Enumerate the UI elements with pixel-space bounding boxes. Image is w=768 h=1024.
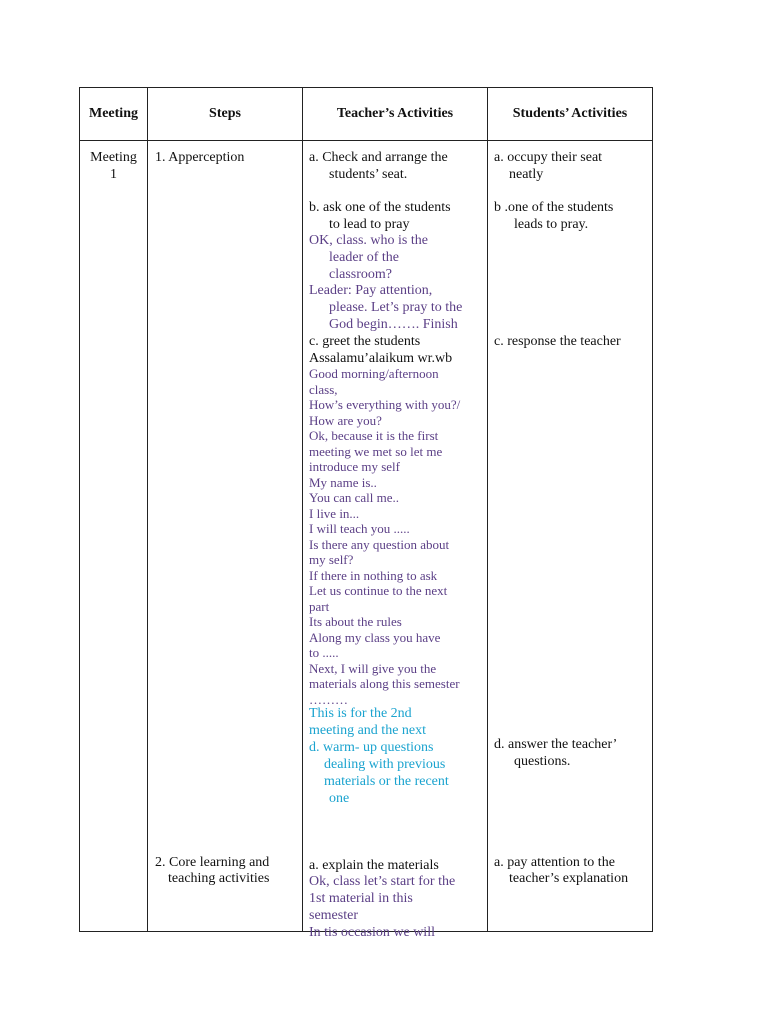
- teacher-d-line4: one: [329, 791, 350, 806]
- meeting-label: Meeting: [90, 150, 137, 165]
- students-d-line2: questions.: [514, 754, 571, 769]
- teacher-greet-line: Its about the rules: [309, 614, 402, 629]
- students-d-line1: d. answer the teacher’: [494, 737, 618, 752]
- teacher-b-line1: b. ask one of the students: [309, 200, 451, 215]
- students-core-line1: a. pay attention to the: [494, 855, 615, 870]
- teacher-leader-line3: God begin……. Finish: [329, 317, 458, 332]
- teacher-greet-line: introduce my self: [309, 459, 400, 474]
- teacher-core-a: a. explain the materials: [309, 858, 439, 873]
- students-a-line1: a. occupy their seat: [494, 150, 603, 165]
- teacher-d-line2: dealing with previous: [324, 757, 446, 772]
- teacher-ok-line1: OK, class. who is the: [309, 233, 428, 248]
- teacher-leader-line1: Leader: Pay attention,: [309, 283, 433, 298]
- teacher-greet-line: You can call me..: [309, 490, 400, 505]
- teacher-greet-line: Next, I will give you the: [309, 660, 437, 676]
- teacher-greet-line: ………: [309, 691, 348, 707]
- lesson-plan-table: [79, 87, 653, 940]
- teacher-a-line2: students’ seat.: [329, 167, 408, 182]
- teacher-greet-line: Is there any question about: [309, 536, 450, 552]
- teacher-greet-line: How’s everything with you?/: [309, 397, 461, 412]
- header-students-activities: Students’ Activities: [488, 88, 653, 141]
- teacher-greet-line: to .....: [309, 645, 339, 660]
- steps-cell: [148, 141, 303, 932]
- step-core-learning: 2. Core learning and: [155, 855, 270, 870]
- step-core-learning-cont: teaching activities: [168, 871, 270, 886]
- teacher-greet-line: I will teach you .....: [309, 521, 410, 536]
- teacher-second-meeting-line1: This is for the 2nd: [309, 706, 412, 721]
- teacher-core-line: semester: [309, 908, 358, 923]
- students-a-line2: neatly: [509, 167, 544, 182]
- students-activities-cell: [488, 141, 653, 932]
- teacher-greet-line: class,: [309, 381, 338, 397]
- meeting-cell: [80, 141, 148, 932]
- meeting-number: 1: [110, 167, 117, 182]
- teacher-greet-line: materials along this semester: [309, 676, 460, 691]
- teacher-greet-line: Along my class you have: [309, 629, 441, 645]
- teacher-core-line: 1st material in this: [309, 891, 413, 906]
- teacher-greet-line: part: [309, 598, 330, 614]
- students-b-line1: b .one of the students: [494, 200, 614, 215]
- teacher-c-line2: Assalamu’alaikum wr.wb: [309, 351, 453, 366]
- teacher-d-line1: d. warm- up questions: [309, 740, 434, 755]
- teacher-leader-line2: please. Let’s pray to the: [329, 300, 463, 315]
- teacher-greet-line: my self?: [309, 552, 354, 567]
- teacher-greet-line: meeting we met so let me: [309, 443, 443, 459]
- teacher-greet-line: I live in...: [309, 505, 360, 521]
- header-teacher-activities: Teacher’s Activities: [303, 88, 488, 141]
- teacher-a-line1: a. Check and arrange the: [309, 150, 448, 165]
- teacher-b-line2: to lead to pray: [329, 217, 410, 232]
- meeting-row: [80, 141, 653, 932]
- teacher-second-meeting-line2: meeting and the next: [309, 723, 427, 738]
- header-row: [80, 88, 653, 141]
- teacher-greet-line: Good morning/afternoon: [309, 366, 439, 381]
- teacher-ok-line2: leader of the: [329, 250, 399, 265]
- students-c-line1: c. response the teacher: [494, 334, 621, 349]
- teacher-activities-cell: [303, 141, 488, 940]
- teacher-core-line: In tis occasion we will: [309, 925, 435, 940]
- teacher-greet-line: How are you?: [309, 412, 382, 428]
- header-meeting: Meeting: [80, 88, 148, 141]
- students-b-line2: leads to pray.: [514, 217, 589, 232]
- teacher-greet-line: Ok, because it is the first: [309, 428, 439, 443]
- step-apperception: 1. Apperception: [155, 150, 245, 165]
- teacher-d-line3: materials or the recent: [324, 774, 449, 789]
- teacher-ok-line3: classroom?: [329, 267, 392, 282]
- students-core-line2: teacher’s explanation: [509, 871, 629, 886]
- teacher-core-line: Ok, class let’s start for the: [309, 874, 456, 889]
- header-steps: Steps: [148, 88, 303, 141]
- teacher-greet-line: If there in nothing to ask: [309, 567, 438, 583]
- teacher-c-line1: c. greet the students: [309, 334, 421, 349]
- teacher-greet-line: Let us continue to the next: [309, 583, 448, 598]
- teacher-greet-line: My name is..: [309, 474, 377, 490]
